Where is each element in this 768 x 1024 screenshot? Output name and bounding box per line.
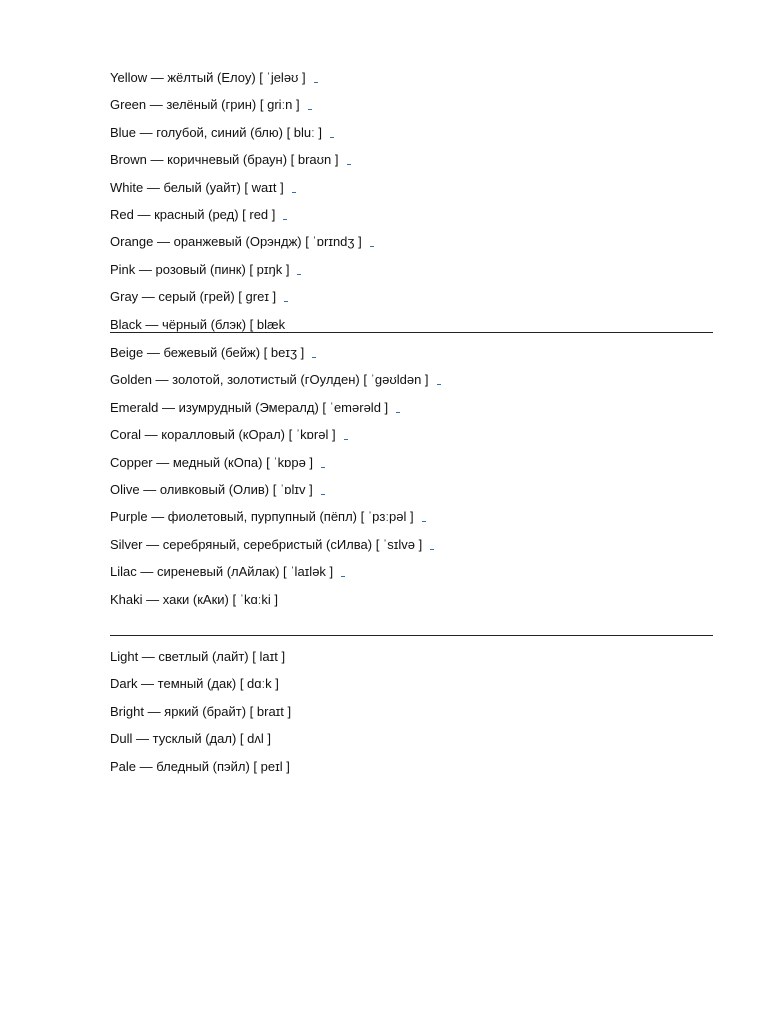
horizontal-divider [110, 635, 713, 636]
list-item [110, 372, 713, 399]
list-item [110, 759, 713, 786]
list-item [110, 731, 713, 758]
list-item [110, 262, 713, 289]
list-item-text: Bright — яркий (брайт) [ braɪt ] [110, 703, 292, 719]
list-item-text: Coral — коралловый (кОрал) [ ˈkɒrəl ] [110, 427, 336, 443]
blue-marker-icon [312, 357, 316, 358]
list-item [110, 427, 713, 454]
blue-marker-icon [396, 412, 400, 413]
list-item-text: Olive — оливковый (Олив) [ ˈɒlɪv ] [110, 481, 313, 497]
list-item [110, 152, 713, 179]
list-item-text: White — белый (уайт) [ waɪt ] [110, 179, 284, 195]
blue-marker-icon [430, 549, 434, 550]
list-item [110, 676, 713, 703]
list-item-text: Beige — бежевый (бейж) [ beɪʒ ] [110, 345, 305, 360]
blue-marker-icon [283, 219, 287, 220]
blue-marker-icon [284, 301, 288, 302]
list-item-text: Emerald — изумрудный (Эмералд) [ ˈemərəld ] [110, 399, 389, 415]
blue-marker-icon [330, 137, 334, 138]
list-item-text: Black — чёрный (блэк) [ blæk [110, 316, 286, 332]
list-item [110, 125, 713, 152]
list-item-text: Dull — тусклый (дал) [ dʌl ] [110, 731, 271, 747]
list-item-text: Dark — темный (дак) [ dɑːk ] [110, 676, 279, 692]
list-item [110, 537, 713, 564]
blue-marker-icon [297, 274, 301, 275]
list-item [110, 592, 713, 619]
list-item [110, 317, 713, 344]
list-item [110, 509, 713, 536]
list-item-text: Pale — бледный (пэйл) [ peɪl ] [110, 758, 290, 774]
list-item [110, 345, 713, 372]
list-item-text: Yellow — жёлтый (Елоу) [ ˈjeləʊ ] [110, 70, 306, 85]
blue-marker-icon [370, 246, 374, 247]
blue-marker-icon [347, 164, 351, 165]
list-item [110, 234, 713, 261]
blue-marker-icon [308, 109, 312, 110]
list-item [110, 70, 713, 97]
blue-marker-icon [321, 467, 325, 468]
list-item [110, 564, 713, 591]
list-item-text: Purple — фиолетовый, пурпупный (пёпл) [ ˈpɜːpəl ] [110, 509, 414, 525]
list-item [110, 207, 713, 234]
list-item-text: Green — зелёный (грин) [ ɡriːn ] [110, 97, 300, 113]
list-item-text: Khaki — хаки (кАки) [ ˈkɑːki ] [110, 591, 278, 607]
list-item [110, 649, 713, 676]
list-item [110, 97, 713, 124]
blue-marker-icon [314, 82, 318, 83]
list-item-text: Copper — медный (кОпа) [ ˈkɒpə ] [110, 454, 314, 470]
blue-marker-icon [437, 384, 441, 385]
list-item [110, 180, 713, 207]
list-item [110, 400, 713, 427]
blue-marker-icon [344, 439, 348, 440]
blue-marker-icon [321, 494, 325, 495]
list-item-text: Orange — оранжевый (Орэндж) [ ˈɒrɪndʒ ] [110, 234, 362, 250]
list-item-text: Red — красный (ред) [ red ] [110, 206, 276, 222]
list-item [110, 289, 713, 316]
list-item [110, 455, 713, 482]
list-item-text: Light — светлый (лайт) [ laɪt ] [110, 649, 286, 664]
list-item [110, 482, 713, 509]
blue-marker-icon [341, 576, 345, 577]
horizontal-divider [110, 332, 713, 333]
blue-marker-icon [292, 192, 296, 193]
list-item-text: Blue — голубой, синий (блю) [ bluː ] [110, 124, 322, 140]
color-list-basic [110, 70, 713, 344]
color-list-extended [110, 345, 713, 619]
list-item-text: Pink — розовый (пинк) [ pɪŋk ] [110, 261, 290, 277]
list-item-text: Brown — коричневый (браун) [ braʊn ] [110, 152, 339, 168]
list-item-text: Silver — серебряный, серебристый (сИлва) [ ˈsɪlvə ] [110, 536, 423, 552]
list-item-text: Gray — серый (грей) [ ɡreɪ ] [110, 289, 277, 305]
shade-list [110, 649, 713, 786]
list-item [110, 704, 713, 731]
list-item-text: Lilac — сиреневый (лАйлак) [ ˈlaɪlək ] [110, 564, 334, 580]
blue-marker-icon [422, 521, 426, 522]
list-item-text: Golden — золотой, золотистый (гОулден) [ ˈɡəʊldən ] [110, 372, 429, 388]
